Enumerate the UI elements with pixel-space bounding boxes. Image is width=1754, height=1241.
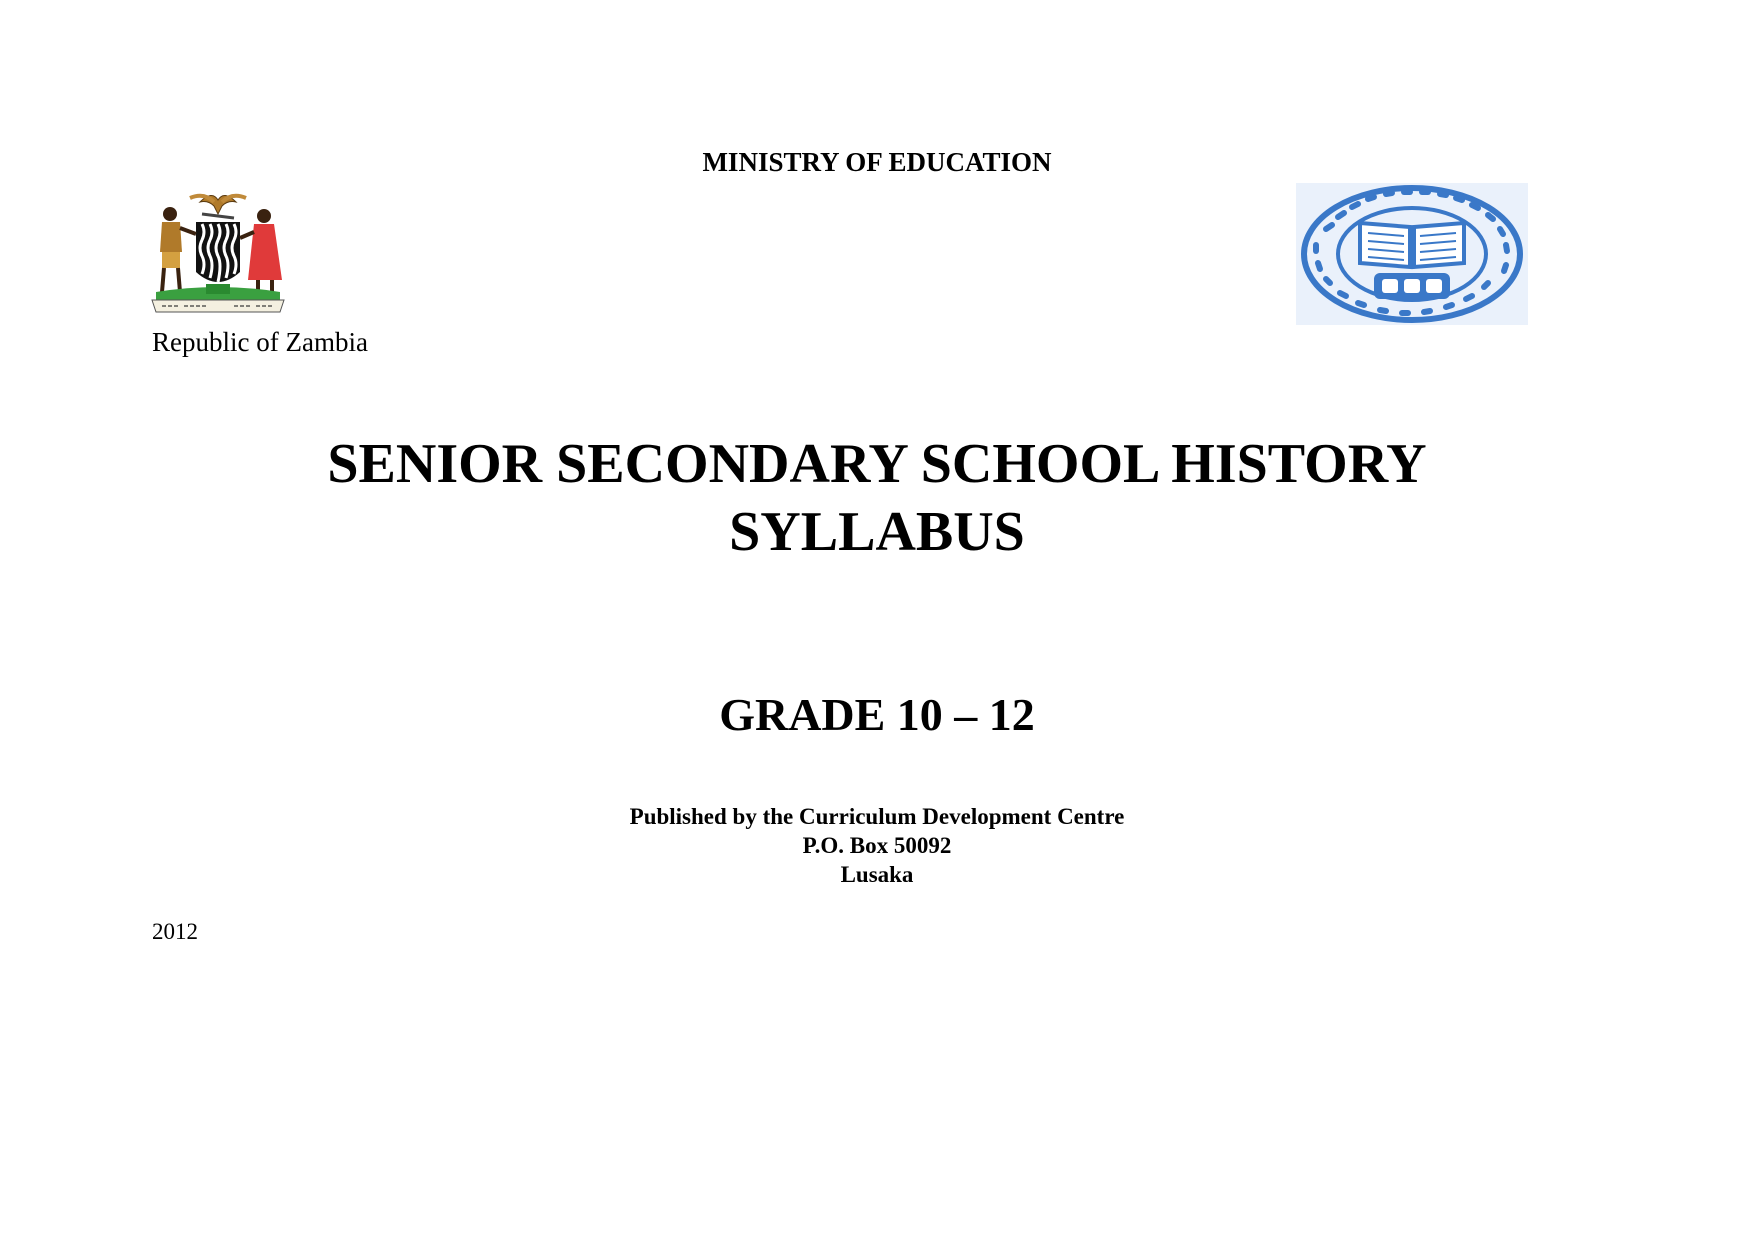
- publisher-po-box: P.O. Box 50092: [802, 833, 952, 858]
- title-line-2: SYLLABUS: [729, 501, 1025, 563]
- grade-range: GRADE 10 – 12: [719, 689, 1035, 740]
- ministry-heading: MINISTRY OF EDUCATION: [702, 147, 1052, 177]
- cdc-logo-icon: [1296, 183, 1528, 325]
- publisher-name: Published by the Curriculum Development Centre: [629, 804, 1125, 829]
- publisher-block: [0, 802, 1754, 889]
- publisher-city: Lusaka: [840, 862, 914, 887]
- title-line-1: SENIOR SECONDARY SCHOOL HISTORY: [327, 433, 1427, 495]
- document-title: [0, 430, 1754, 566]
- publication-year: 2012: [152, 919, 198, 944]
- zambia-coat-of-arms-icon: [150, 188, 286, 314]
- republic-of-zambia-label: Republic of Zambia: [152, 327, 368, 357]
